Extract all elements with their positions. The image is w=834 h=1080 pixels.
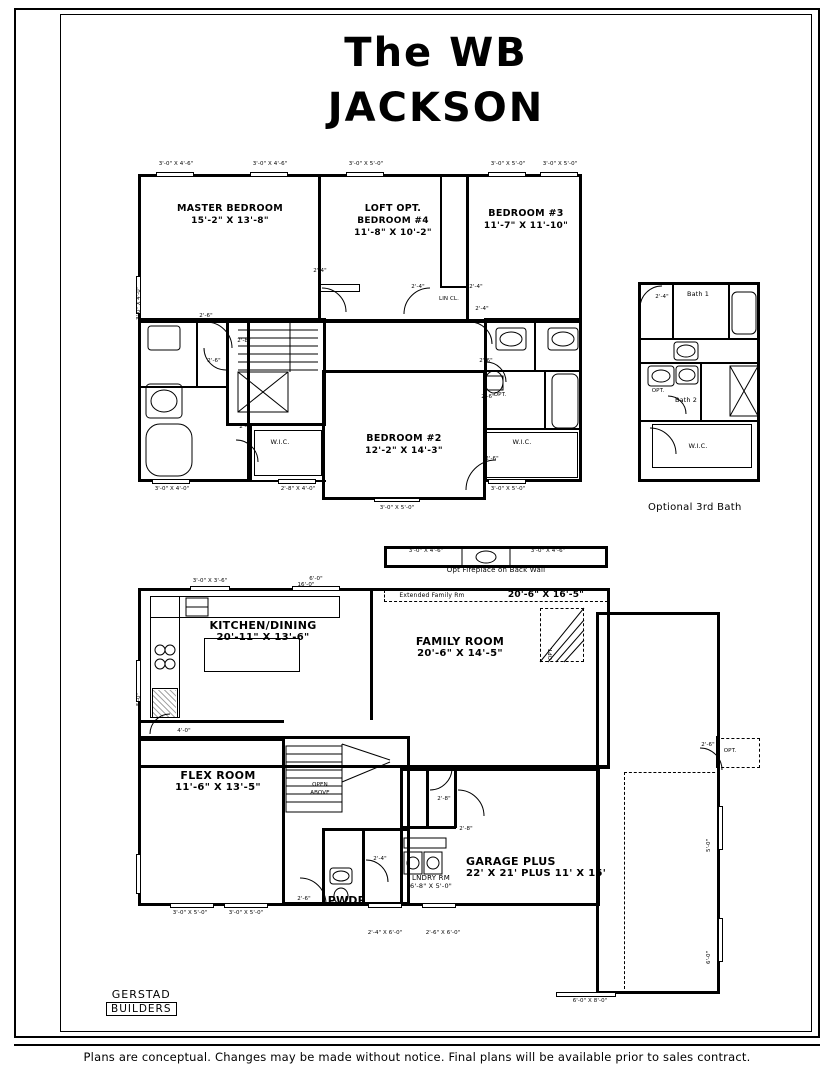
closet-label-lin: LIN CL. xyxy=(439,296,459,302)
bath2-label: Bath 2 xyxy=(675,396,697,404)
window-dim: 3'-0" X 4'-6" xyxy=(158,161,194,167)
upper-bedroom-band-wall xyxy=(138,174,582,322)
optional-bath-divider-1 xyxy=(640,338,760,340)
door-dim: 2'-8" xyxy=(437,796,451,802)
closet-label-wic: W.I.C. xyxy=(688,442,708,450)
bath1-label: Bath 1 xyxy=(687,290,709,298)
room-dim: 22' X 21' PLUS 11' X 15' xyxy=(466,868,607,879)
window-dim-vertical: 5'-0" xyxy=(136,692,142,706)
room-label-kitchen-dining xyxy=(180,620,346,644)
page-title-line2: JACKSON xyxy=(327,85,545,131)
stair-note-open: OPEN xyxy=(312,782,328,788)
room-name: BEDROOM #2 xyxy=(366,433,442,444)
upper-hall-wall xyxy=(140,320,580,323)
window xyxy=(278,479,316,484)
opt-note: OPT. xyxy=(493,392,507,398)
wic-left-wall xyxy=(250,426,252,482)
opt-note: OPT. xyxy=(723,748,737,754)
window-dim: 2'-6" X 6'-0" xyxy=(425,930,461,936)
garage-door-dim: 6'-0" X 8'-0" xyxy=(572,998,608,1004)
window xyxy=(250,172,288,177)
room-dim: 12'-2" X 14'-3" xyxy=(365,446,443,456)
door-dim: 2'-4" xyxy=(239,424,253,430)
door-dim: 2'-8" xyxy=(237,338,251,344)
window-dim: 3'-0" X 5'-0" xyxy=(490,486,526,492)
door-dim: 4'-0" xyxy=(177,728,191,734)
window xyxy=(190,586,230,591)
builder-logo xyxy=(106,988,177,1016)
window xyxy=(136,854,141,894)
kitchen-counter-top xyxy=(150,596,340,618)
room-dim: 11'-6" X 13'-5" xyxy=(175,782,261,793)
door-dim: 2'-4" xyxy=(475,306,489,312)
room-name: FAMILY ROOM xyxy=(415,635,505,648)
optional-bath-vert-2 xyxy=(700,364,702,420)
room-label-family-room xyxy=(380,636,540,660)
wic-upper-wall xyxy=(484,428,582,430)
window xyxy=(224,903,268,908)
footer-disclaimer: Plans are conceptual. Changes may be made without notice. Final plans will be available prior to sales contract. xyxy=(83,1050,751,1064)
window xyxy=(540,172,578,177)
door-dim: 2'-4" xyxy=(373,856,387,862)
room-dim-lndry: 6'-8" X 5'-0" xyxy=(410,882,452,890)
pantry-hatch xyxy=(152,690,176,718)
family-room-opt-corner xyxy=(540,608,584,662)
room-label-bedroom2 xyxy=(326,433,482,457)
stair-note-above: ABOVE xyxy=(310,790,330,796)
window-dim-vertical: 3'-0" X 4'-0" xyxy=(136,286,142,320)
window-dim: 2'-4" X 6'-0" xyxy=(367,930,403,936)
door-dim: 2'-4" xyxy=(313,268,327,274)
closet-label-wic-left: W.I.C. xyxy=(270,438,290,446)
door-dim: 2'-6" xyxy=(485,456,499,462)
opt-note: OPT. xyxy=(548,647,554,660)
window xyxy=(346,172,384,177)
opt-fireplace-label: Opt Fireplace on Back Wall xyxy=(446,566,546,574)
partition-loft-bed3 xyxy=(466,176,469,322)
partition-master-loft xyxy=(318,176,321,322)
room-name: GARAGE PLUS xyxy=(466,855,556,868)
flex-room-outline xyxy=(138,736,410,906)
page-title-line1: The WB xyxy=(344,30,528,76)
window xyxy=(156,172,194,177)
window-dim: 3'-0" X 4'-6" xyxy=(408,548,444,554)
kitchen-top-dim: 16'-0" xyxy=(297,582,315,588)
master-closet-wall xyxy=(196,322,198,386)
window xyxy=(718,918,723,962)
window xyxy=(718,806,723,850)
room-dim: 20'-11" X 13'-6" xyxy=(216,632,310,643)
room-label-lndry: LNDRY RM xyxy=(412,874,450,882)
window-dim: 3'-0" X 5'-0" xyxy=(542,161,578,167)
flex-room-right-wall xyxy=(282,738,285,904)
room-label-flex-room xyxy=(150,770,286,794)
pwdr-top-wall xyxy=(322,828,410,831)
room-name: FLEX ROOM xyxy=(180,769,256,782)
door-dim: 2'-4" xyxy=(469,284,483,290)
room-name: MASTER BEDROOM xyxy=(177,203,283,214)
window-dim: 3'-0" X 4'-6" xyxy=(530,548,566,554)
room-name: BEDROOM #3 xyxy=(488,208,564,219)
optional-bath-divider-3 xyxy=(640,420,760,422)
door-dim: 2'-6" xyxy=(199,313,213,319)
window xyxy=(170,903,214,908)
room-dim: 11'-7" X 11'-10" xyxy=(483,221,569,231)
stair-wall xyxy=(226,318,326,426)
room-name: KITCHEN/DINING xyxy=(209,619,317,632)
garage-door xyxy=(556,992,616,997)
bedroom2-bumpout xyxy=(322,497,486,499)
window-dim-vertical: 6'-0" xyxy=(706,950,712,964)
door-dim: 2'-4" xyxy=(655,294,669,300)
window xyxy=(488,479,526,484)
door-dim: 2'-6" xyxy=(297,896,311,902)
window-dim: 3'-0" X 4'-0" xyxy=(154,486,190,492)
door-dim: 2'-6" xyxy=(479,358,493,364)
optional-bath-vert-1 xyxy=(672,284,674,338)
opt-note: OPT. xyxy=(651,388,665,394)
builder-logo-line2: BUILDERS xyxy=(106,1002,177,1016)
window-dim: 3'-0" X 5'-0" xyxy=(228,910,264,916)
window-dim: 3'-0" X 4'-6" xyxy=(252,161,288,167)
builder-logo-line1: GERSTAD xyxy=(111,988,171,1001)
bath-partition xyxy=(484,370,582,372)
bath-vanity-divider xyxy=(534,322,536,370)
window-dim: 3'-0" X 3'-6" xyxy=(192,578,228,584)
window xyxy=(422,903,456,908)
window-dim: 3'-0" X 5'-0" xyxy=(379,505,415,511)
room-label-loft-bedroom4 xyxy=(322,203,464,239)
lndry-left-wall xyxy=(400,828,403,906)
footer-divider xyxy=(14,1044,820,1046)
extended-family-rm-dim: 20'-6" X 16'-5" xyxy=(507,590,585,600)
room-dim: 20'-6" X 14'-5" xyxy=(417,648,503,659)
room-label-master-bedroom xyxy=(150,203,310,227)
kitchen-bottom-wall xyxy=(140,720,284,723)
extended-family-rm-label: Extended Family Rm xyxy=(399,592,465,599)
mudroom-left-wall xyxy=(426,766,429,828)
wic-left-shelf xyxy=(254,430,322,476)
door-dim: 2'-4" xyxy=(411,284,425,290)
room-label-bedroom3 xyxy=(470,208,582,232)
room-label-pwdr: PWDR xyxy=(327,894,367,907)
optional-bath-caption: Optional 3rd Bath xyxy=(648,502,742,513)
room-dim: 15'-2" X 13'-8" xyxy=(191,216,269,226)
window xyxy=(488,172,526,177)
room-dim: 11'-8" X 10'-2" xyxy=(354,228,432,238)
window xyxy=(368,903,402,908)
door-dim: 2'-6" xyxy=(481,394,495,400)
window-dim: 3'-0" X 5'-0" xyxy=(490,161,526,167)
room-label-garage-plus xyxy=(466,856,666,880)
flex-room-top-wall xyxy=(138,738,284,741)
window xyxy=(152,479,190,484)
door-dim: 2'-6" xyxy=(701,742,715,748)
window-dim: 6'-0" xyxy=(309,576,323,582)
kitchen-family-divider xyxy=(370,590,373,720)
closet-label-wic-right: W.I.C. xyxy=(512,438,532,446)
closet-shelf-loft xyxy=(318,284,360,292)
optional-bath-vert-3 xyxy=(728,284,730,338)
pwdr-left-wall xyxy=(322,830,325,904)
door-dim: 2'-8" xyxy=(459,826,473,832)
window-dim: 3'-0" X 5'-0" xyxy=(348,161,384,167)
room-name: LOFT OPT. xyxy=(364,203,422,214)
room-name-2: BEDROOM #4 xyxy=(357,216,429,226)
window-dim-vertical: 5'-0" xyxy=(706,838,712,852)
door-dim: 2'-6" xyxy=(207,358,221,364)
window-dim: 2'-8" X 4'-0" xyxy=(280,486,316,492)
master-bath-divider xyxy=(140,386,226,388)
window-dim: 3'-0" X 5'-0" xyxy=(172,910,208,916)
tub-divider xyxy=(544,372,546,430)
